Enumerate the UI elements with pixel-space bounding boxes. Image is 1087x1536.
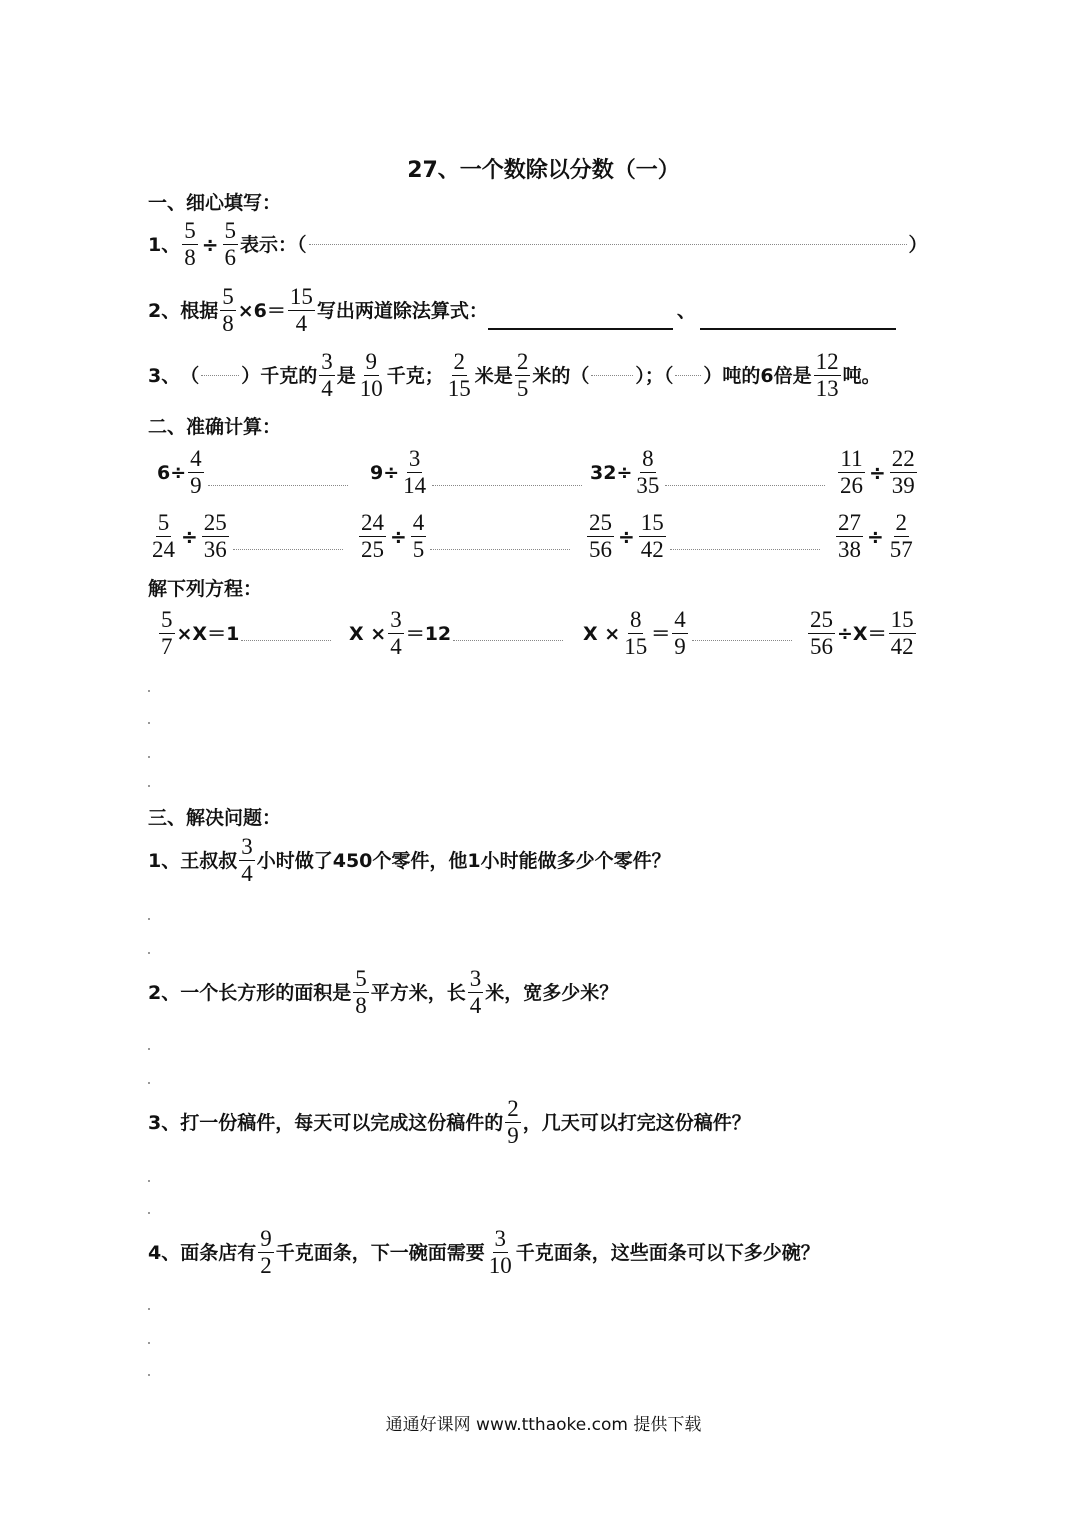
calc-item [585, 510, 822, 563]
equation-2 [349, 607, 565, 660]
problem-text: 平方米，长 [370, 981, 466, 1004]
scan-speck [148, 1342, 150, 1344]
fraction: $\frac{11}{26}$ [840, 446, 863, 498]
fill-question-2 [148, 284, 896, 337]
text: 千克； [386, 364, 444, 387]
answer-dotted-line[interactable] [453, 640, 563, 641]
lead-text: 根据 [180, 299, 219, 322]
problem-text: 3、打一份稿件，每天可以完成这份稿件的 [148, 1111, 504, 1134]
equation-4 [806, 607, 918, 660]
equation-text: X × [349, 622, 387, 645]
problem-2 [148, 966, 618, 1019]
footer-credit: 通通好课网 www.tthaoke.com 提供下载 [385, 1415, 702, 1435]
fraction: $\frac{25}{56}$ [589, 510, 612, 562]
fraction: $\frac{3}{4}$ [469, 966, 482, 1018]
fraction: $\frac{4}{9}$ [674, 607, 686, 659]
scan-speck [148, 1180, 150, 1182]
problem-text: 小时做了450个零件，他1小时能做多少个零件？ [256, 849, 671, 872]
whole-number: 32÷ [590, 461, 633, 484]
fraction: $\frac{3}{4}$ [241, 834, 253, 886]
text: ）吨的6倍是 [703, 364, 812, 387]
divide-sign: ÷ [201, 232, 219, 257]
problem-text: ，几天可以打完这份稿件？ [522, 1111, 751, 1134]
answer-dotted-line[interactable] [692, 640, 792, 641]
fraction: $\frac{3}{4}$ [321, 349, 333, 401]
scan-speck [148, 756, 150, 758]
answer-dotted-line[interactable] [208, 485, 348, 486]
answer-dotted-line[interactable] [670, 549, 820, 550]
expression-text: ×6＝ [237, 299, 286, 322]
question-number: 1、 [148, 233, 181, 256]
divide-sign: ÷ [867, 524, 884, 549]
fraction: $\frac{2}{57}$ [889, 510, 913, 562]
fraction: $\frac{9}{10}$ [359, 349, 383, 401]
text: ）；（ [635, 364, 674, 387]
equation-1 [157, 607, 333, 660]
fraction: $\frac{15}{4}$ [289, 284, 313, 336]
fraction: $\frac{5}{24}$ [152, 510, 175, 562]
close-paren: ） [908, 233, 928, 256]
problem-text: 千克面条，这些面条可以下多少碗？ [515, 1241, 820, 1264]
text: 是 [336, 364, 356, 387]
section1-heading: 一、细心填写： [148, 192, 282, 214]
divide-sign: ÷ [618, 524, 635, 549]
answer-dotted-line[interactable] [665, 485, 825, 486]
problem-text: 1、王叔叔 [148, 849, 238, 872]
fraction: $\frac{5}{8}$ [355, 966, 367, 1018]
fraction: $\frac{4}{5}$ [412, 510, 425, 562]
blank[interactable] [201, 375, 239, 376]
fraction: $\frac{15}{42}$ [890, 607, 914, 659]
fraction: $\frac{3}{14}$ [403, 446, 427, 498]
fraction: $\frac{5}{6}$ [224, 218, 236, 270]
fraction: $\frac{2}{15}$ [447, 349, 471, 401]
section2-heading: 二、准确计算： [148, 416, 282, 438]
scan-speck [148, 918, 150, 920]
fraction: $\frac{25}{56}$ [810, 607, 833, 659]
scan-speck [148, 690, 150, 692]
fraction: $\frac{5}{8}$ [184, 218, 196, 270]
answer-dotted-line[interactable] [241, 640, 331, 641]
problem-text: 4、面条店有 [148, 1241, 257, 1264]
fraction: $\frac{8}{15}$ [624, 607, 648, 659]
calc-item [836, 446, 919, 499]
scan-speck [148, 1212, 150, 1214]
text: 吨。 [842, 364, 881, 387]
divide-sign: ÷ [869, 460, 886, 485]
problem-text: 千克面条，下一碗面需要 [275, 1241, 485, 1264]
fill-question-3 [148, 349, 881, 402]
whole-number: 9÷ [370, 461, 400, 484]
answer-dotted-line[interactable] [309, 244, 907, 245]
text: ）千克的 [241, 364, 318, 387]
equation-text: ×X＝1 [176, 622, 240, 645]
fraction: $\frac{27}{38}$ [838, 510, 861, 562]
calc-item [834, 510, 917, 563]
divide-sign: ÷ [181, 524, 198, 549]
answer-dotted-line[interactable] [432, 485, 582, 486]
problem-text: 2、一个长方形的面积是 [148, 981, 352, 1004]
problem-4 [148, 1226, 820, 1279]
scan-speck [148, 1082, 150, 1084]
fraction: $\frac{5}{8}$ [222, 284, 234, 336]
equation-text: ＝12 [405, 622, 452, 645]
scan-speck [148, 1048, 150, 1050]
equation-text: ÷X＝ [837, 622, 887, 645]
scan-speck [148, 1374, 150, 1376]
fraction: $\frac{3}{4}$ [390, 607, 402, 659]
equation-text: ＝ [651, 622, 671, 645]
fraction: $\frac{9}{2}$ [260, 1226, 272, 1278]
prompt-text: 表示：（ [240, 233, 307, 256]
fraction: $\frac{8}{35}$ [636, 446, 660, 498]
text: 米的（ [532, 364, 590, 387]
open-paren: （ [180, 364, 200, 387]
question-number: 3、 [148, 364, 181, 387]
problem-text: 米，宽多少米？ [485, 981, 619, 1004]
answer-line-1[interactable] [488, 306, 673, 330]
calc-item [148, 510, 345, 563]
fraction: $\frac{5}{7}$ [161, 607, 173, 659]
answer-dotted-line[interactable] [233, 549, 343, 550]
fill-question-1 [148, 218, 928, 271]
fraction: $\frac{25}{36}$ [203, 510, 227, 562]
scan-speck [148, 1308, 150, 1310]
scan-speck [148, 722, 150, 724]
page-title: 27、一个数除以分数（一） [407, 158, 680, 183]
calc-item [157, 446, 350, 499]
separator: 、 [676, 299, 696, 322]
prompt-text: 写出两道除法算式： [316, 299, 488, 322]
fraction: $\frac{22}{39}$ [891, 446, 915, 498]
fraction: $\frac{4}{9}$ [190, 446, 202, 498]
equations-heading: 解下列方程： [148, 578, 263, 600]
problem-1 [148, 834, 671, 887]
whole-number: 6÷ [157, 461, 187, 484]
fraction: $\frac{15}{42}$ [640, 510, 664, 562]
fraction: $\frac{24}{25}$ [361, 510, 384, 562]
scan-speck [148, 952, 150, 954]
calc-item [357, 510, 572, 563]
calc-item [590, 446, 827, 499]
blank[interactable] [675, 375, 701, 376]
fraction: $\frac{12}{13}$ [815, 349, 839, 401]
fraction: $\frac{2}{5}$ [516, 349, 529, 401]
answer-line-2[interactable] [700, 306, 896, 330]
section3-heading: 三、解决问题： [148, 807, 282, 829]
text: 米是 [474, 364, 513, 387]
divide-sign: ÷ [390, 524, 407, 549]
question-number: 2、 [148, 299, 181, 322]
fraction: $\frac{3}{10}$ [488, 1226, 512, 1278]
answer-dotted-line[interactable] [430, 549, 570, 550]
calc-item [370, 446, 584, 499]
equation-text: X × [583, 622, 621, 645]
problem-3 [148, 1096, 751, 1149]
fraction: $\frac{2}{9}$ [507, 1096, 519, 1148]
scan-speck [148, 785, 150, 787]
blank[interactable] [591, 375, 633, 376]
equation-3 [583, 607, 794, 660]
